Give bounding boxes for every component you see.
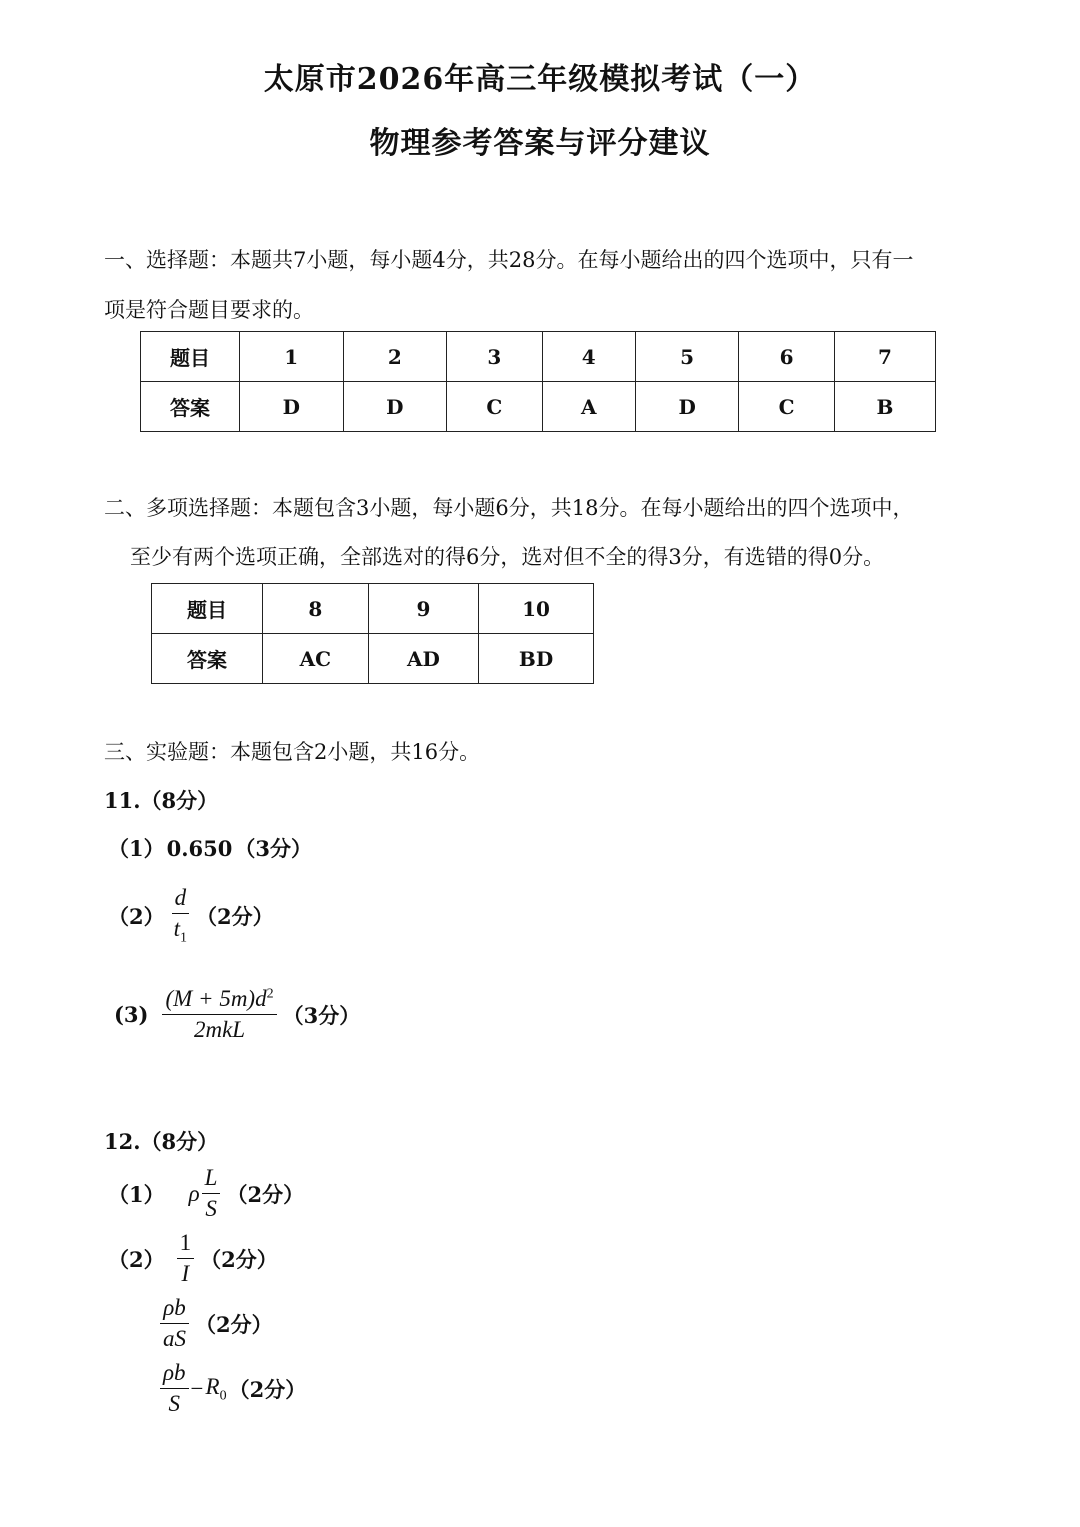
q11-part2-numerator: d xyxy=(172,885,190,914)
q11-part3 xyxy=(114,986,360,1044)
q11-part2-formula xyxy=(171,885,190,947)
question-number: 7 xyxy=(834,332,935,382)
q12-part1-denominator: S xyxy=(205,1196,217,1222)
q12-part1-prefix: ρ xyxy=(188,1180,200,1206)
q11-part2-den-sub: 1 xyxy=(180,931,188,947)
q12-part3-formula xyxy=(160,1295,189,1353)
q12-part2-score: （2分） xyxy=(200,1246,278,1272)
q12-part2-formula xyxy=(177,1230,195,1288)
section1-answer-table xyxy=(140,331,936,432)
section1-intro-line2: 项是符合题目要求的。 xyxy=(104,298,314,322)
q11-part3-denominator: 2mkL xyxy=(193,1017,246,1043)
answer-cell: BD xyxy=(479,634,594,684)
q12-part3-numerator: ρb xyxy=(160,1295,189,1324)
section3-intro: 三、实验题：本题包含2小题，共16分。 xyxy=(104,740,481,764)
page-title: 太原市2026年高三年级模拟考试（一） xyxy=(263,62,817,97)
q12-part3-score: （2分） xyxy=(195,1311,273,1337)
question-number: 5 xyxy=(635,332,739,382)
q11-part1 xyxy=(108,833,312,863)
row-label-question: 题目 xyxy=(152,584,263,634)
page-subtitle: 物理参考答案与评分建议 xyxy=(369,126,711,161)
q12-part1-score: （2分） xyxy=(226,1181,305,1207)
q11-part1-answer: 0.650 xyxy=(166,835,233,861)
answer-cell: D xyxy=(635,382,739,432)
q12-part4-denominator: S xyxy=(168,1391,181,1417)
q11-part2-den-main: t xyxy=(173,916,181,942)
q11-heading: 11.（8分） xyxy=(104,788,219,813)
q12-part2 xyxy=(108,1230,278,1288)
answer-cell: AC xyxy=(263,634,369,684)
q12-part1-formula xyxy=(202,1165,221,1223)
table-row xyxy=(152,634,594,684)
q12-part1-label: （1） xyxy=(108,1181,165,1207)
q12-heading: 12.（8分） xyxy=(104,1129,219,1154)
question-number: 9 xyxy=(368,584,478,634)
q12-part1 xyxy=(108,1165,304,1223)
q12-part4-minus: − xyxy=(190,1375,204,1401)
q12-part4-r: R xyxy=(205,1373,220,1399)
q11-part2-denominator xyxy=(171,914,190,947)
section2-intro-line2: 至少有两个选项正确，全部选对的得6分，选对但不全的得3分，有选错的得0分。 xyxy=(130,545,885,569)
q11-part2-score: （2分） xyxy=(196,904,274,930)
q12-part4-r-sub: 0 xyxy=(219,1388,227,1404)
table-row xyxy=(141,332,936,382)
answer-cell: AD xyxy=(368,634,478,684)
answer-cell: B xyxy=(834,382,935,432)
question-number: 10 xyxy=(479,584,594,634)
section2-answer-table xyxy=(151,583,594,684)
q11-part3-numerator xyxy=(162,986,276,1015)
q11-part2-label: （2） xyxy=(108,904,165,930)
q11-part1-label: （1） xyxy=(108,836,165,861)
q12-part2-denominator: I xyxy=(181,1261,190,1287)
q11-part3-formula xyxy=(162,986,276,1044)
q12-part4-formula xyxy=(160,1360,189,1418)
row-label-answer: 答案 xyxy=(141,382,240,432)
question-number: 6 xyxy=(739,332,835,382)
table-row xyxy=(141,382,936,432)
question-number: 4 xyxy=(542,332,635,382)
q12-part3-denominator: aS xyxy=(163,1326,186,1352)
question-number: 2 xyxy=(343,332,447,382)
row-label-question: 题目 xyxy=(141,332,240,382)
q12-part2-label: （2） xyxy=(108,1246,165,1272)
question-number: 1 xyxy=(240,332,344,382)
table-row xyxy=(152,584,594,634)
answer-cell: A xyxy=(542,382,635,432)
row-label-answer: 答案 xyxy=(152,634,263,684)
answer-cell: D xyxy=(240,382,344,432)
q11-part3-num-sup: 2 xyxy=(266,986,274,1002)
q12-part3 xyxy=(160,1295,273,1353)
q11-part1-score: （3分） xyxy=(234,836,313,861)
q12-part4-resistance xyxy=(206,1374,227,1405)
q12-part2-numerator: 1 xyxy=(177,1230,195,1259)
q12-part4-score: （2分） xyxy=(228,1376,307,1402)
section2-intro-line1: 二、多项选择题：本题包含3小题，每小题6分，共18分。在每小题给出的四个选项中， xyxy=(104,496,914,520)
q12-part1-numerator: L xyxy=(202,1165,221,1194)
answer-cell: C xyxy=(739,382,835,432)
q11-part3-num-main: (M + 5m)d xyxy=(165,986,267,1011)
q12-part4 xyxy=(160,1360,306,1418)
q11-part3-score: （3分） xyxy=(282,1002,361,1028)
question-number: 3 xyxy=(447,332,543,382)
q11-part2 xyxy=(108,885,274,947)
answer-cell: D xyxy=(343,382,447,432)
q11-part3-label: (3) xyxy=(114,1002,149,1028)
q12-part4-numerator: ρb xyxy=(160,1360,189,1389)
question-number: 8 xyxy=(263,584,369,634)
answer-cell: C xyxy=(447,382,543,432)
section1-intro-line1: 一、选择题：本题共7小题，每小题4分，共28分。在每小题给出的四个选项中，只有一 xyxy=(104,248,914,272)
